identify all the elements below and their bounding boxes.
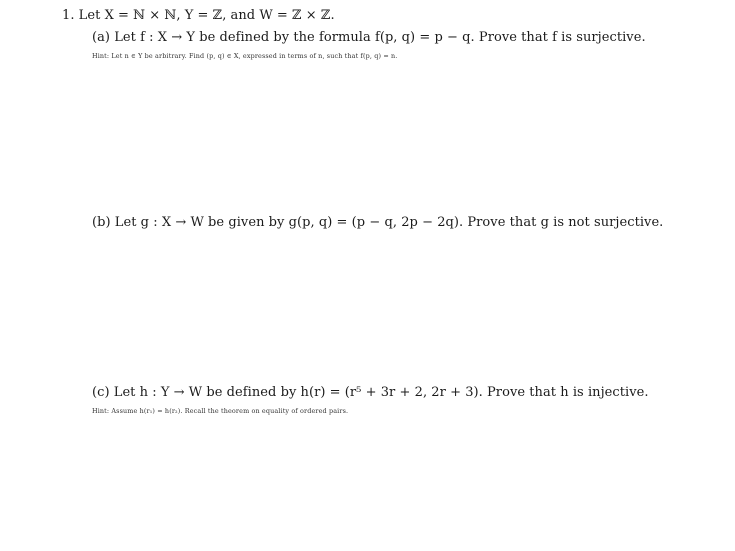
part-c-hint: Hint: Assume h(r₁) = h(r₂). Recall the theorem on equality of ordered pairs. bbox=[92, 407, 349, 415]
part-c-statement: (c) Let h : Y → W be defined by h(r) = (r⁵ + 3r + 2, 2r + 3). Prove that h is injective. bbox=[92, 385, 649, 400]
part-b-statement: (b) Let g : X → W be given by g(p, q) = (p − q, 2p − 2q). Prove that g is not surjective. bbox=[92, 215, 664, 230]
problem-1-intro: 1. Let X = ℕ × ℕ, Y = ℤ, and W = ℤ × ℤ. bbox=[62, 8, 335, 23]
part-a-hint: Hint: Let n ∈ Y be arbitrary. Find (p, q) ∈ X, expressed in terms of n, such that f(p, q) = n. bbox=[92, 52, 398, 60]
part-a-statement: (a) Let f : X → Y be defined by the formula f(p, q) = p − q. Prove that f is surjective. bbox=[92, 30, 646, 45]
